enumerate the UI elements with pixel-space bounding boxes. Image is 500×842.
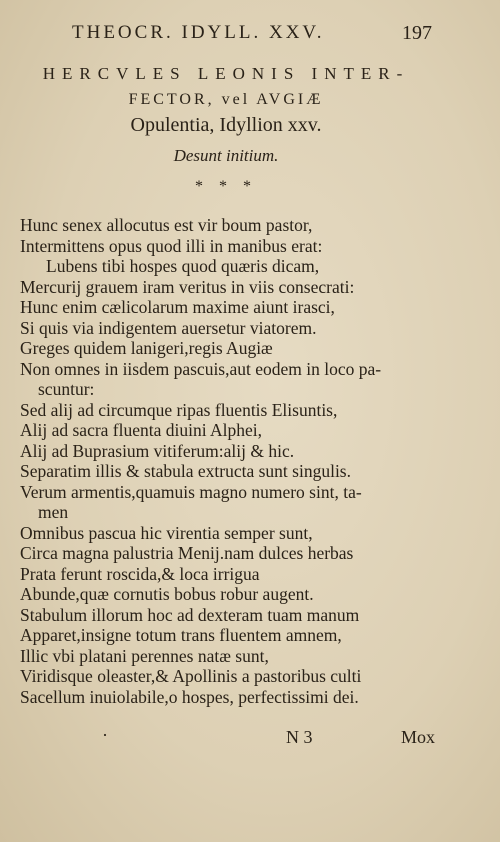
verse-line: Intermittens opus quod illi in manibus erat: — [20, 235, 323, 256]
verse-block — [20, 215, 440, 707]
verse-line-continuation: scuntur: — [38, 379, 95, 399]
asterism: * * * — [195, 178, 257, 195]
running-header — [72, 22, 432, 48]
verse-line: Separatim illis & stabula extructa sunt singulis. — [20, 461, 351, 481]
verse-line: Si quis via indigentem auersetur viatorem. — [20, 317, 317, 338]
verse-line: Lubens tibi hospes quod quæris dicam, — [46, 256, 320, 276]
page-footer — [20, 727, 440, 751]
verse-line: Prata ferunt roscida,& loca irrigua — [20, 563, 260, 584]
verse-line: Greges quidem lanigeri,regis Augiæ — [20, 338, 273, 358]
page-number: 197 — [402, 22, 432, 44]
verse-line: Circa magna palustria Menij.nam dulces herbas — [20, 543, 354, 563]
lacuna-note: Desunt initium. — [173, 146, 279, 165]
verse-line: Hunc enim cælicolarum maxime aiunt irasci, — [20, 297, 335, 317]
verse-line: Abunde,quæ cornutis bobus robur augent. — [20, 584, 314, 604]
poem-title-line-2: FECTOR, vel AVGIÆ — [128, 91, 324, 108]
verse-line: Sacellum inuiolabile,o hospes, perfectissimi dei. — [20, 686, 359, 707]
verse-line: Alij ad sacra fluenta diuini Alphei, — [20, 420, 263, 440]
footer-dot: · — [102, 725, 108, 745]
catchword: Mox — [400, 727, 435, 747]
verse-line: Viridisque oleaster,& Apollinis a pastoribus culti — [20, 666, 362, 686]
verse-line: Mercurij grauem iram veritus in viis consecrati: — [20, 276, 355, 297]
running-title: THEOCR. IDYLL. XXV. — [72, 22, 325, 43]
verse-line: Stabulum illorum hoc ad dexteram tuam manum — [20, 604, 360, 625]
verse-line: Illic vbi platani perennes natæ sunt, — [20, 645, 269, 666]
verse-line: Sed alij ad circumque ripas fluentis Elisuntis, — [20, 399, 338, 420]
poem-title-line-3: Opulentia, Idyllion xxv. — [130, 114, 322, 136]
verse-line-continuation: men — [38, 502, 69, 522]
verse-line: Alij ad Buprasium vitiferum:alij & hic. — [20, 440, 295, 461]
verse-line: Verum armentis,quamuis magno numero sint, ta- — [20, 481, 362, 502]
verse-line: Non omnes in iisdem pascuis,aut eodem in loco pa- — [20, 358, 382, 379]
verse-line: Hunc senex allocutus est vir boum pastor, — [20, 215, 313, 235]
signature-mark: N 3 — [286, 727, 313, 747]
verse-line: Omnibus pascua hic virentia semper sunt, — [20, 522, 313, 543]
poem-title-line-1: HERCVLES LEONIS INTER- — [42, 64, 410, 83]
verse-line: Apparet,insigne totum trans fluentem amnem, — [20, 625, 342, 645]
